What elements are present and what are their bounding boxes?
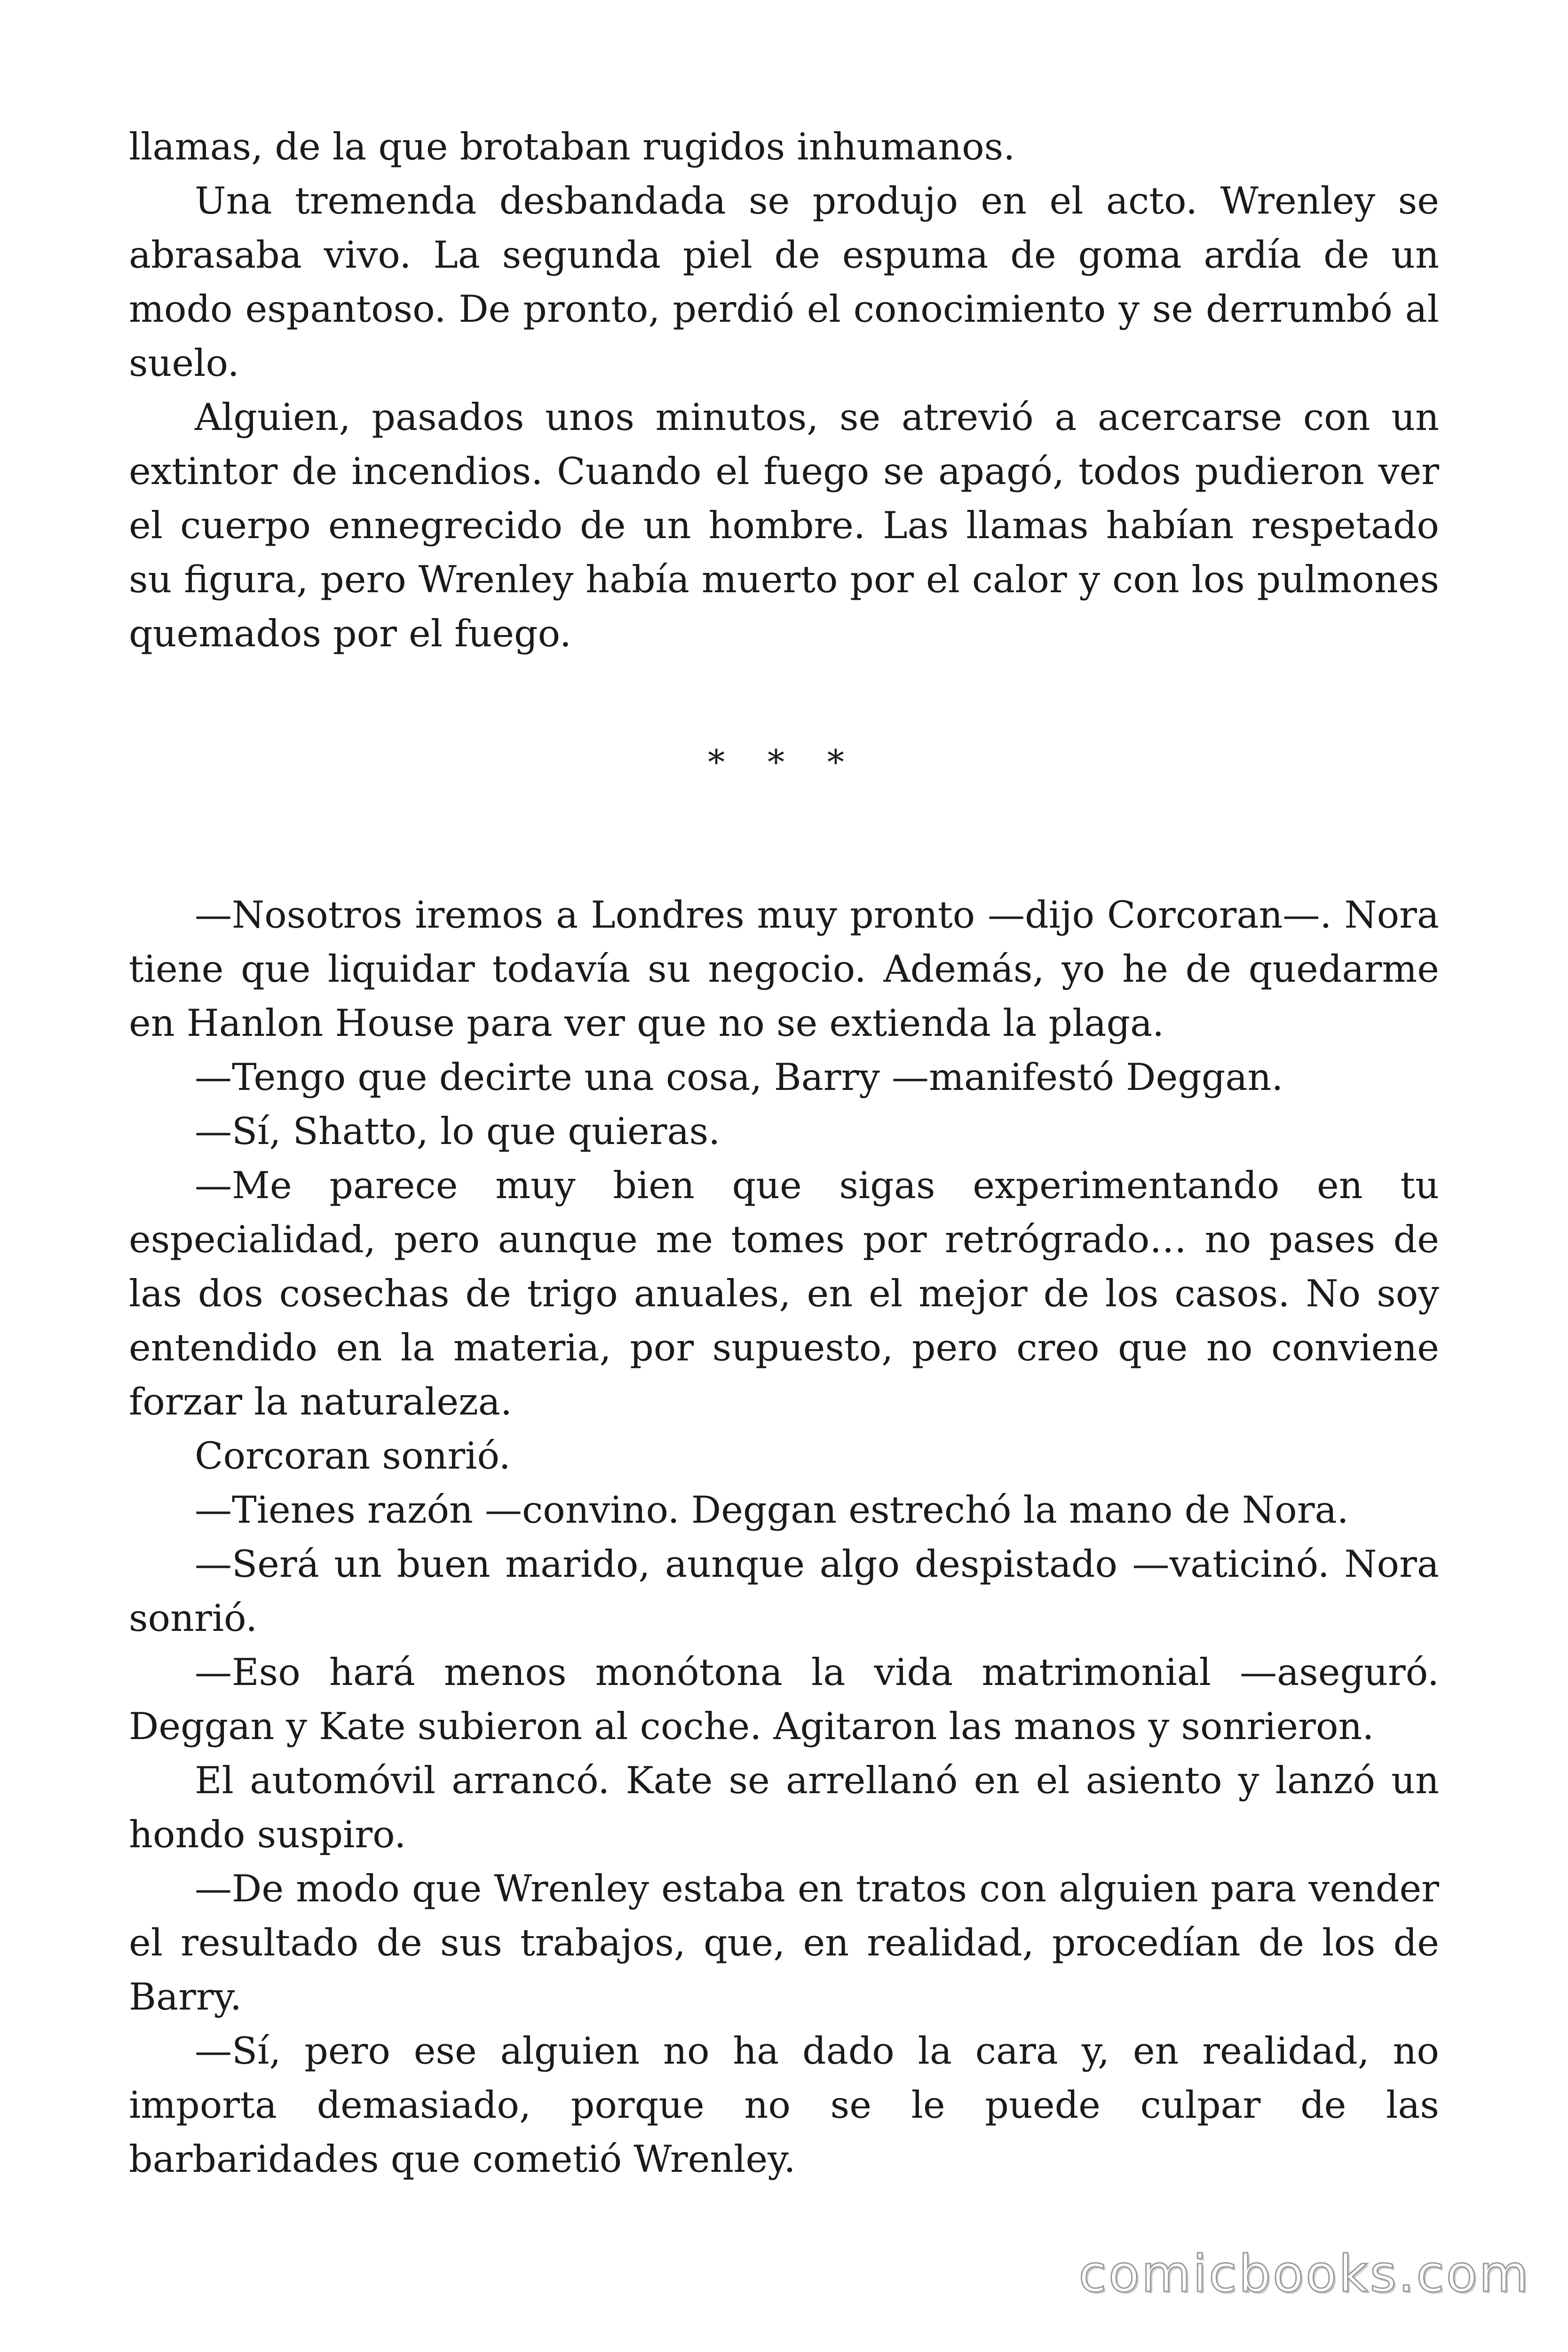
paragraph: —Será un buen marido, aunque algo despistado —vaticinó. Nora sonrió. (129, 1542, 1439, 1640)
paragraph: Alguien, pasados unos minutos, se atrevió a acercarse con un extintor de incendios. Cuando el fuego se apagó, todos pudieron ver el cuerpo ennegrecido de un hombre. Las llamas habían respetado su figura, pero Wrenley había muerto por el calor y con los pulmones quemados por el fuego. (129, 396, 1439, 655)
paragraph: —Eso hará menos monótona la vida matrimonial —aseguró. Deggan y Kate subieron al coche. Agitaron las manos y sonrieron. (129, 1651, 1439, 1748)
paragraph: —Tienes razón —convino. Deggan estrechó la mano de Nora. (195, 1488, 1349, 1532)
text-section-2 (129, 888, 1439, 2186)
paragraph: —Sí, pero ese alguien no ha dado la cara y, en realidad, no importa demasiado, porque no se le puede culpar de las barbaridades que cometió Wrenley. (129, 2029, 1439, 2181)
paragraph: —Sí, Shatto, lo que quieras. (195, 1110, 721, 1153)
paragraph: —Me parece muy bien que sigas experimentando en tu especialidad, pero aunque me tomes por retrógrado… no pases de las dos cosechas de trigo anuales, en el mejor de los casos. No soy entendido en la materia, por supuesto, pero creo que no conviene forzar la naturaleza. (129, 1164, 1439, 1423)
paragraph: El automóvil arrancó. Kate se arrellanó en el asiento y lanzó un hondo suspiro. (129, 1759, 1439, 1856)
scene-break: * * * (708, 742, 860, 782)
text-section-1 (129, 120, 1439, 661)
paragraph: —Tengo que decirte una cosa, Barry —manifestó Deggan. (195, 1056, 1283, 1099)
paragraph: —De modo que Wrenley estaba en tratos con alguien para vender el resultado de sus trabajos, que, en realidad, procedían de los de Barry. (129, 1867, 1439, 2018)
watermark-logo: comicbooks.com (1078, 2245, 1530, 2304)
paragraph: Corcoran sonrió. (195, 1434, 511, 1478)
paragraph: Una tremenda desbandada se produjo en el acto. Wrenley se abrasaba vivo. La segunda piel de espuma de goma ardía de un modo espantoso. De pronto, perdió el conocimiento y se derrumbó al suelo. (129, 179, 1439, 385)
paragraph: llamas, de la que brotaban rugidos inhumanos. (129, 125, 1015, 168)
paragraph: —Nosotros iremos a Londres muy pronto —dijo Corcoran—. Nora tiene que liquidar todavía su negocio. Además, yo he de quedarme en Hanlon House para ver que no se extienda la plaga. (129, 893, 1439, 1045)
